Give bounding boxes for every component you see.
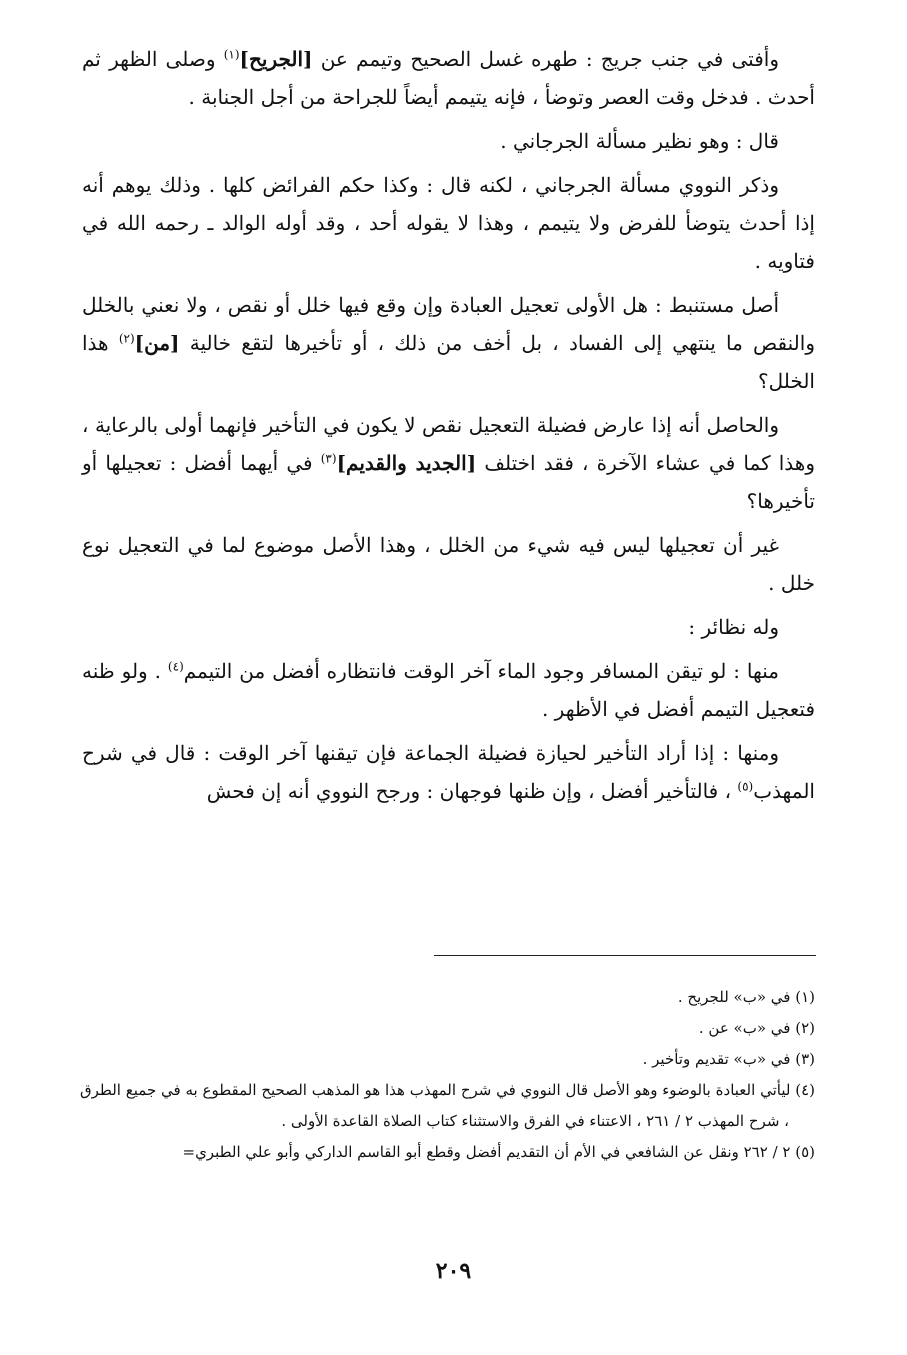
footnote-3: (٣) في «ب» تقديم وتأخير . (642, 1050, 815, 1068)
page-number: ٢٠٩ (435, 1258, 472, 1284)
text-run: . ولو ظنه فتعجيل التيمم أفضل في الأظهر . (82, 659, 815, 721)
bracketed-term: [الجديد والقديم] (336, 451, 477, 475)
text-run: منها : لو تيقن المسافر وجود الماء آخر الوقت فانتظاره أفضل من التيمم (183, 659, 779, 683)
text-run: والحاصل أنه إذا عارض فضيلة التعجيل نقص لا يكون في التأخير فإنهما أولى بالرعاية ، وهذا كما في عشاء الآخرة ، فقد اختلف (82, 413, 815, 475)
paragraph-2 (82, 122, 815, 160)
footnote-ref-4[interactable]: (٤) (167, 659, 184, 674)
text-run: هذا الخلل؟ (82, 331, 815, 393)
text-run: في أيهما أفضل : تعجيلها أو تأخيرها؟ (82, 451, 815, 513)
text-run: وأفتى في جنب جريج : طهره غسل الصحيح وتيمم عن (312, 47, 779, 71)
text-run: أصل مستنبط : هل الأولى تعجيل العبادة وإن وقع فيها خلل أو نقص ، ولا نعني بالخلل والنقص ما ينتهي إلى الفساد ، بل أخف من ذلك ، أو تأخيرها لتقع خالية (82, 293, 815, 355)
paragraph-5 (82, 406, 815, 520)
bracketed-term: [الجريح] (239, 47, 313, 71)
footnote-ref-2[interactable]: (٢) (118, 331, 135, 346)
text-run: غير أن تعجيلها ليس فيه شيء من الخلل ، وهذا الأصل موضوع لما في التعجيل نوع خلل . (82, 533, 815, 595)
text-run: قال : وهو نظير مسألة الجرجاني . (500, 129, 779, 153)
text-run: وذكر النووي مسألة الجرجاني ، لكنه قال : وكذا حكم الفرائض كلها . وذلك يوهم أنه إذا أحدث يتوضأ للفرض ولا يتيمم ، وهذا لا يقوله أحد ، وقد أوله الوالد ـ رحمه الله في فتاويه . (82, 173, 815, 273)
footnote-ref-5[interactable]: (٥) (737, 779, 754, 794)
paragraph-9 (82, 734, 815, 810)
text-run: ومنها : إذا أراد التأخير لحيازة فضيلة الجماعة فإن تيقنها آخر الوقت : قال في شرح المهذب (82, 741, 815, 803)
main-text (82, 40, 815, 810)
paragraph-8 (82, 652, 815, 728)
footnote-4: (٤) ليأتي العبادة بالوضوء وهو الأصل قال النووي في شرح المهذب هذا هو المذهب الصحيح المقطوع به في جميع الطرق ، شرح المهذب ٢ / ٢٦١ ، الاعتناء في الفرق والاستثناء كتاب الصلاة القاعدة الأولى . (80, 1081, 815, 1130)
paragraph-6 (82, 526, 815, 602)
footnote-ref-3[interactable]: (٣) (320, 451, 337, 466)
footnote-5: (٥) ٢ / ٢٦٢ ونقل عن الشافعي في الأم أن التقديم أفضل وقطع أبو القاسم الداركي وأبو علي الطبري= (182, 1143, 815, 1161)
footnote-ref-1[interactable]: (١) (223, 47, 240, 62)
paragraph-4 (82, 286, 815, 400)
footnote-2: (٢) في «ب» عن . (698, 1019, 815, 1037)
text-run: وله نظائر : (688, 615, 779, 639)
bracketed-term: [من] (134, 331, 180, 355)
text-run: ، فالتأخير أفضل ، وإن ظنها فوجهان : ورجح النووي أنه إن فحش (206, 779, 738, 803)
footnote-divider (434, 955, 816, 956)
text-run: وصلى الظهر ثم أحدث . فدخل وقت العصر وتوضأ ، فإنه يتيمم أيضاً للجراحة من أجل الجنابة . (82, 47, 815, 109)
paragraph-3 (82, 166, 815, 280)
paragraph-7 (82, 608, 815, 646)
footnotes (80, 982, 815, 1168)
footnote-1: (١) في «ب» للجريح . (677, 988, 815, 1006)
paragraph-1 (82, 40, 815, 116)
